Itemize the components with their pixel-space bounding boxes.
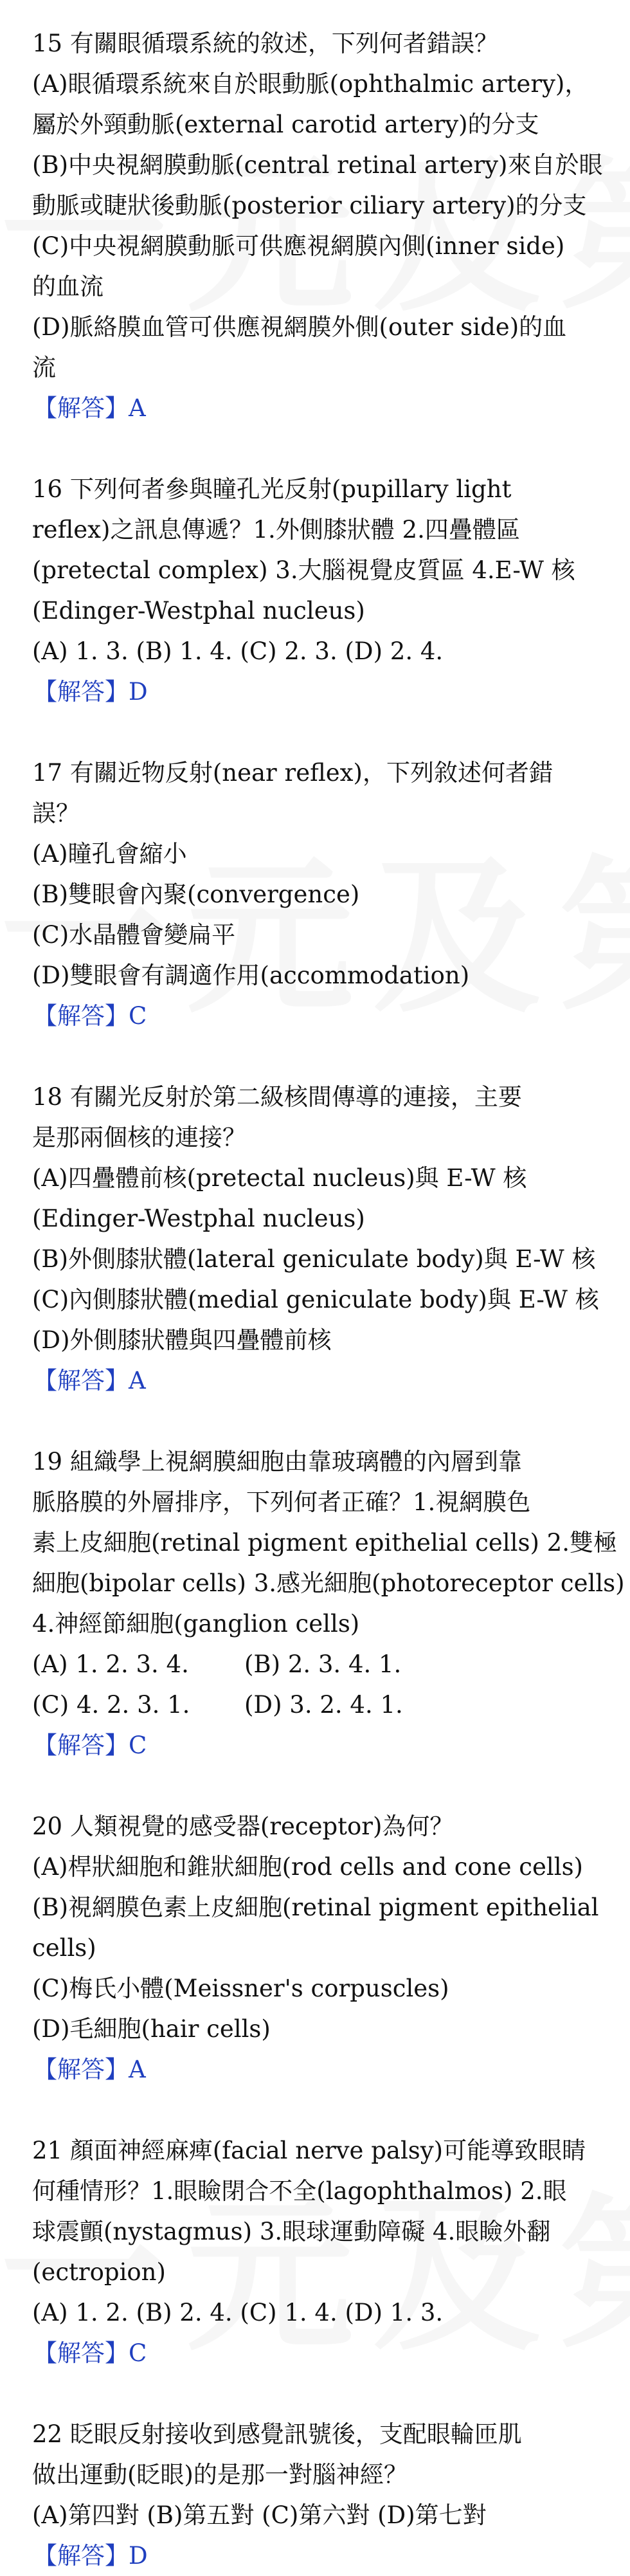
option-line: (B)中央視網膜動脈(central retinal artery)來自於眼: [32, 151, 603, 179]
option-line: (D)毛細胞(hair cells): [32, 2015, 271, 2043]
option-line: 流: [32, 354, 56, 381]
option-line: (C)水晶體會變扁平: [32, 921, 236, 949]
question-16: [32, 469, 603, 712]
option-line: (D)外側膝狀體與四疊體前核: [32, 1326, 332, 1354]
option-line: 的血流: [32, 273, 104, 300]
option-line: cells): [32, 1934, 96, 1962]
question-line: (ectropion): [32, 2258, 166, 2286]
option-line: (C)內側膝狀體(medial geniculate body)與 E-W 核: [32, 1286, 599, 1313]
question-line: 16 下列何者參與瞳孔光反射(pupillary light: [32, 475, 512, 503]
option-line: (A)瞳孔會縮小: [32, 840, 187, 868]
answer-label: 【解答】A: [33, 2056, 146, 2083]
option-line: (A)眼循環系統來自於眼動脈(ophthalmic artery)，: [32, 70, 589, 98]
answer-label: 【解答】C: [33, 2339, 147, 2367]
answer-label: 【解答】C: [33, 1731, 147, 1759]
question-line: 細胞(bipolar cells) 3.感光細胞(photoreceptor cells): [32, 1569, 625, 1597]
question-line: 何種情形？1.眼瞼閉合不全(lagophthalmos) 2.眼: [32, 2177, 567, 2205]
question-line: 脈胳膜的外層排序，下列何者正確？1.視網膜色: [32, 1488, 531, 1516]
option-row: [32, 1685, 603, 1725]
question-17: [32, 753, 603, 1036]
question-line: 素上皮細胞(retinal pigment epithelial cells) 2.雙極: [32, 1529, 617, 1557]
option-row: [32, 1644, 603, 1685]
question-line: 誤？: [32, 799, 80, 827]
question-line: 19 組織學上視網膜細胞由靠玻璃體的內層到靠: [32, 1448, 522, 1475]
question-line: 15 有關眼循環系統的敘述，下列何者錯誤？: [32, 30, 498, 57]
option-line: (D)雙眼會有調適作用(accommodation): [32, 962, 470, 989]
question-line: 18 有關光反射於第二級核間傳導的連接，主要: [32, 1083, 522, 1111]
option-line: 屬於外頸動脈(external carotid artery)的分支: [32, 111, 539, 138]
option-line: (Edinger-Westphal nucleus): [32, 1205, 365, 1232]
answer-label: 【解答】A: [33, 1367, 146, 1394]
question-line: 球震顫(nystagmus) 3.眼球運動障礙 4.眼瞼外翻: [32, 2218, 551, 2245]
question-line: (pretectal complex) 3.大腦視覺皮質區 4.E-W 核: [32, 556, 575, 584]
question-line: 17 有關近物反射(near reflex)，下列敘述何者錯: [32, 759, 553, 787]
option-line: (C)梅氏小體(Meissner's corpuscles): [32, 1975, 449, 2002]
question-line: 4.神經節細胞(ganglion cells): [32, 1610, 360, 1638]
answer-label: 【解答】A: [33, 394, 146, 422]
question-line: (Edinger-Westphal nucleus): [32, 597, 365, 625]
option-line: (A) 1. 3. (B) 1. 4. (C) 2. 3. (D) 2. 4.: [32, 637, 444, 665]
option-line: (B)視網膜色素上皮細胞(retinal pigment epithelial: [32, 1894, 599, 1921]
option-line: (A)桿狀細胞和錐狀細胞(rod cells and cone cells): [32, 1853, 583, 1881]
question-22: [32, 2414, 603, 2576]
question-line: 22 眨眼反射接收到感覺訊號後，支配眼輪匝肌: [32, 2420, 522, 2448]
option-line: (A) 1. 2. (B) 2. 4. (C) 1. 4. (D) 1. 3.: [32, 2299, 444, 2326]
question-19: [32, 1441, 625, 1766]
option-line: (D)脈絡膜血管可供應視網膜外側(outer side)的血: [32, 313, 567, 341]
question-line: 21 顏面神經麻痺(facial nerve palsy)可能導致眼睛: [32, 2137, 586, 2164]
option-line: (A)四疊體前核(pretectal nucleus)與 E-W 核: [32, 1164, 527, 1192]
question-line: 20 人類視覺的感受器(receptor)為何？: [32, 1813, 454, 1840]
option-line: (A)第四對 (B)第五對 (C)第六對 (D)第七對: [32, 2501, 487, 2529]
option-line: 動脈或睫狀後動脈(posterior ciliary artery)的分支: [32, 192, 587, 219]
question-line: reflex)之訊息傳遞？1.外側膝狀體 2.四疊體區: [32, 516, 520, 544]
question-15: [32, 23, 603, 428]
answer-label: 【解答】D: [33, 2542, 148, 2570]
option-line: (B)外側膝狀體(lateral geniculate body)與 E-W 核: [32, 1245, 596, 1273]
question-18: [32, 1077, 603, 1401]
question-line: 是那兩個核的連接？: [32, 1124, 246, 1151]
option-c: (C) 4. 2. 3. 1.: [32, 1691, 190, 1719]
answer-label: 【解答】D: [33, 678, 148, 706]
option-line: (C)中央視網膜動脈可供應視網膜內側(inner side): [32, 232, 565, 260]
answer-label: 【解答】C: [33, 1002, 147, 1030]
question-20: [32, 1806, 603, 2090]
option-a: (A) 1. 2. 3. 4.: [32, 1650, 189, 1678]
question-line: 做出運動(眨眼)的是那一對腦神經？: [32, 2461, 408, 2489]
option-b: (B) 2. 3. 4. 1.: [244, 1650, 402, 1678]
option-line: (B)雙眼會內聚(convergence): [32, 881, 360, 908]
question-21: [32, 2130, 603, 2373]
option-d: (D) 3. 2. 4. 1.: [244, 1691, 403, 1719]
